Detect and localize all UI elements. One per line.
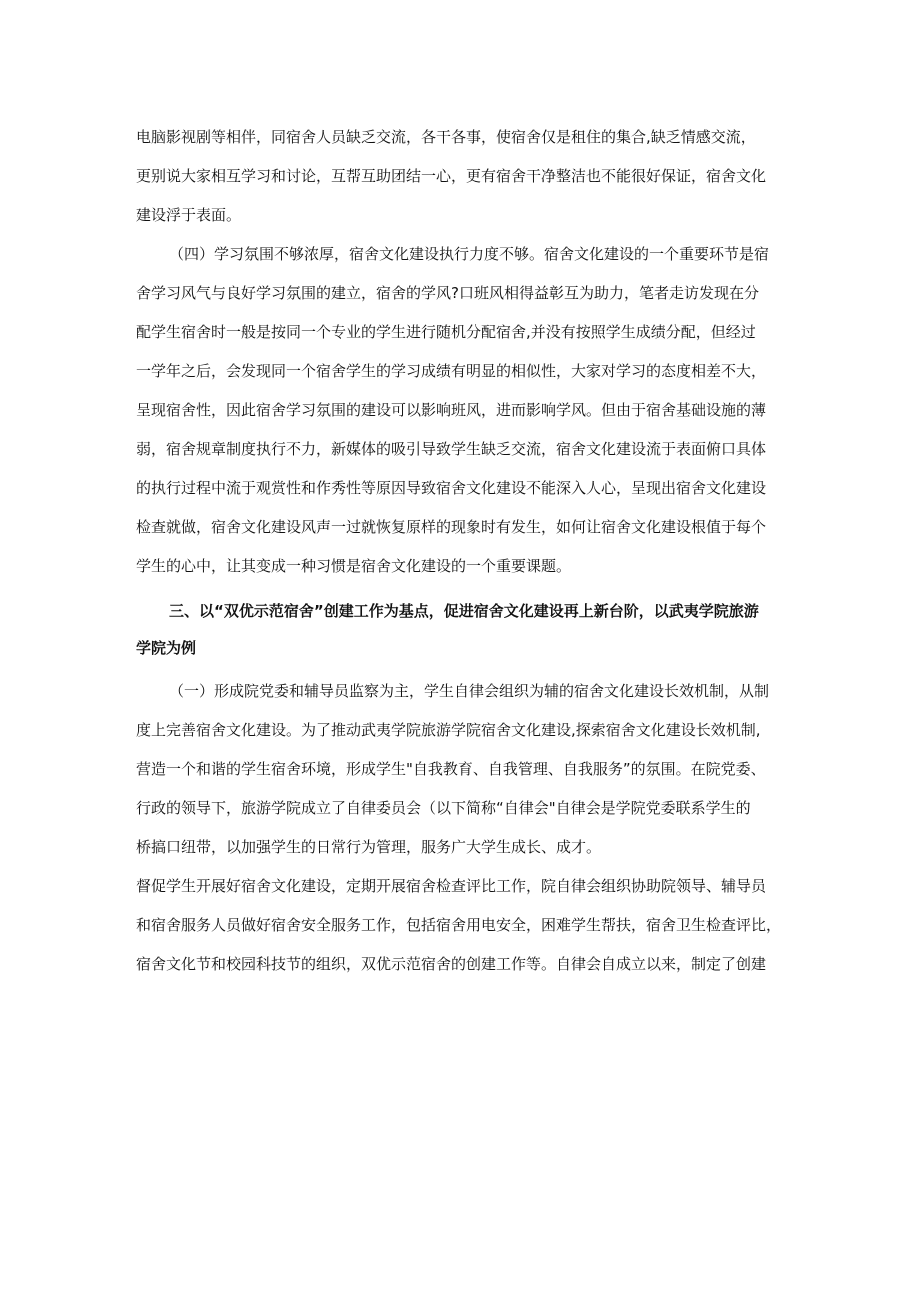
text-line: 度上完善宿舍文化建设。为了推动武夷学院旅游学院宿舍文化建设,探索宿舍文化建设长效机制, bbox=[136, 721, 761, 739]
text-line: 更别说大家相互学习和讨论，互帮互助团结一心，更有宿舍干净整洁也不能很好保证，宿舍文化 bbox=[136, 167, 767, 185]
text-line: 学生的心中，让其变成一种习惯是宿舍文化建设的一个重要课题。 bbox=[136, 557, 572, 575]
text-line: 一学年之后，会发现同一个宿舍学生的学习成绩有明显的相似性，大家对学习的态度相差不大， bbox=[136, 362, 767, 380]
text-line: （一）形成院党委和辅导员监察为主，学生自律会组织为辅的宿舍文化建设长效机制，从制 bbox=[169, 682, 770, 700]
paragraph-dorm-communication bbox=[136, 124, 796, 241]
document-page bbox=[136, 124, 796, 990]
text-line: 呈现宿舍性，因此宿舍学习氛围的建设可以影响班风，进而影响学风。但由于宿舍基础设施的薄 bbox=[136, 401, 767, 419]
paragraph-long-term-mechanism bbox=[136, 678, 796, 873]
text-line: 检查就做，宿舍文化建设风声一过就恢复原样的现象时有发生，如何让宿舍文化建设根值于每个 bbox=[136, 518, 767, 536]
text-line: 电脑影视剧等相伴，同宿舍人员缺乏交流，各干各事，使宿舍仅是租住的集合,缺乏情感交流， bbox=[136, 128, 756, 146]
heading-line: 学院为例 bbox=[136, 639, 197, 657]
section-heading bbox=[136, 598, 796, 672]
text-line: 建设浮于表面。 bbox=[136, 206, 242, 224]
text-line: 的执行过程中流于观赏性和作秀性等原因导致宿舍文化建设不能深入人心，呈现出宿舍文化建设 bbox=[136, 479, 767, 497]
text-line: 配学生宿舍时一般是按同一个专业的学生进行随机分配宿舍,并没有按照学生成绩分配，但经过 bbox=[136, 323, 756, 341]
heading-line: 三、以“双优示范宿舍”创建工作为基点，促进宿舍文化建设再上新台阶，以武夷学院旅游 bbox=[169, 602, 759, 620]
paragraph-study-atmosphere bbox=[136, 241, 796, 592]
text-line: 行政的领导下，旅游学院成立了自律委员会（以下简称“自律会"自律会是学院党委联系学生的 bbox=[136, 799, 751, 817]
text-line: 舍学习风气与良好学习氛围的建立，宿舍的学风?口班风相得益彰互为助力，笔者走访发现在分 bbox=[136, 284, 759, 302]
text-line: 督促学生开展好宿舍文化建设，定期开展宿舍检查评比工作，院自律会组织协助院领导、辅导员 bbox=[136, 877, 767, 895]
text-line: 弱，宿舍规章制度执行不力，新媒体的吸引导致学生缺乏交流，宿舍文化建设流于表面俯口具体 bbox=[136, 440, 767, 458]
text-line: 和宿舍服务人员做好宿舍安全服务工作，包括宿舍用电安全，困难学生帮扶，宿舍卫生检查评比， bbox=[136, 916, 782, 934]
text-line: 宿舍文化节和校园科技节的组织，双优示范宿舍的创建工作等。自律会自成立以来，制定了创建 bbox=[136, 955, 767, 973]
paragraph-supervision bbox=[136, 873, 796, 990]
text-line: （四）学习氛围不够浓厚，宿舍文化建设执行力度不够。宿舍文化建设的一个重要环节是宿 bbox=[169, 245, 770, 263]
text-line: 桥搞口纽带，以加强学生的日常行为管理，服务广大学生成长、成才。 bbox=[136, 838, 602, 856]
text-line: 营造一个和谐的学生宿舍环境，形成学生"自我教育、自我管理、自我服务”的氛围。在院党委、 bbox=[136, 760, 766, 778]
